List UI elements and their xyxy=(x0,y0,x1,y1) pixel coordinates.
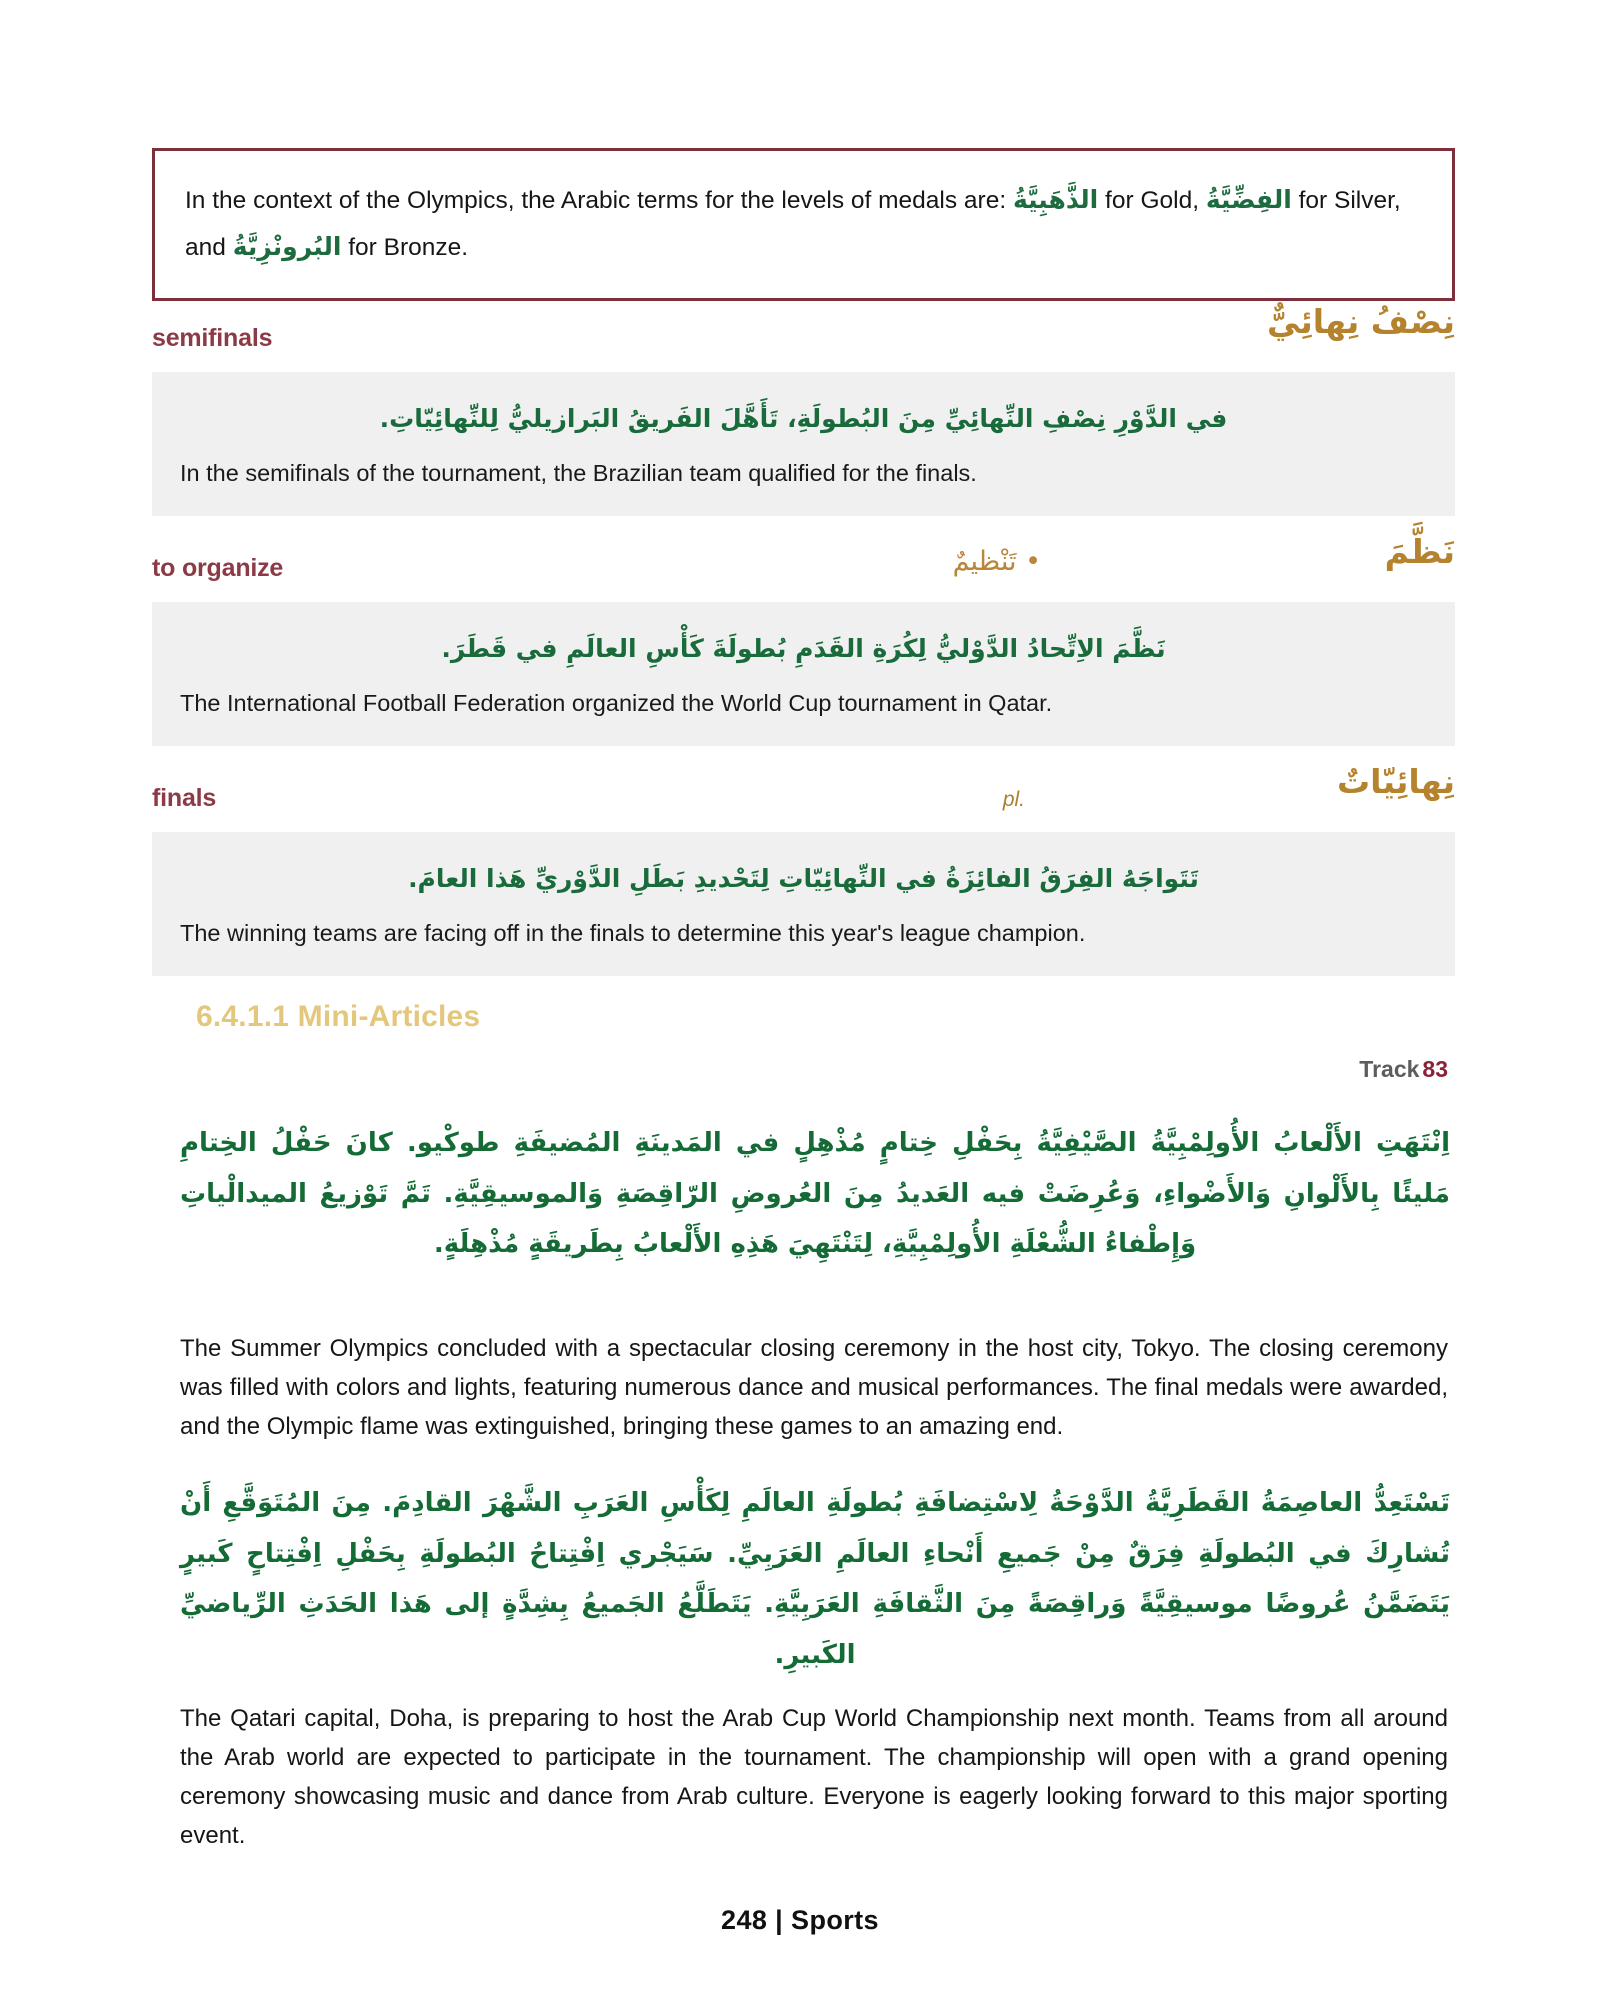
headword-finals: نِهائِيّاتٌ xyxy=(1337,762,1455,801)
vocab-header xyxy=(152,302,1455,372)
vocab-entry-semifinals xyxy=(152,302,1455,516)
medals-note-box xyxy=(152,148,1455,301)
note-text xyxy=(185,177,1422,270)
arabic-term-silver: الفِضِّيَّةُ xyxy=(1205,185,1292,214)
example-english-finals: The winning teams are facing off in the finals to determine this year's league champion. xyxy=(180,920,1086,947)
article-1-arabic: اِنْتَهَتِ الأَلْعابُ الأُولِمْبِيَّةُ الصَّيْفِيَّةُ بِحَفْلِ خِتامٍ مُذْهِلٍ في المَدينَةِ المُضيفَةِ طوكْيو. كانَ حَفْلُ الخِتامِ مَليئًا بِالأَلْوانِ وَالأَضْواءِ، وَعُرِضَتْ فيه العَديدُ مِنَ العُروضِ الرّاقِصَةِ وَالموسيقِيَّةِ. تَمَّ تَوْزيعُ الميدالْياتِ وَإِطْفاءُ الشُّعْلَةِ الأُولِمْبِيَّةِ، لِتَنْتَهِيَ هَذِهِ الأَلْعابُ بِطَريقَةٍ مُذْهِلَةٍ. xyxy=(180,1128,1450,1260)
example-english-to-organize: The International Football Federation organized the World Cup tournament in Qatar. xyxy=(180,690,1053,717)
note-part-3: for Silver, and xyxy=(185,187,1401,261)
vocab-header xyxy=(152,532,1455,602)
note-part-4: for Bronze. xyxy=(341,233,469,261)
article-2-arabic: تَسْتَعِدُّ العاصِمَةُ القَطَرِيَّةُ الدَّوْحَةُ لِاسْتِضافَةِ بُطولَةِ العالَمِ لِكَأْسِ العَرَبِ الشَّهْرَ القادِمَ. مِنَ المُتَوَقَّعِ أَنْ تُشارِكَ في البُطولَةِ فِرَقٌ مِنْ جَميعِ أَنْحاءِ العالَمِ العَرَبِيِّ. سَيَجْري اِفْتِتاحُ البُطولَةِ بِحَفْلِ اِفْتِتاحٍ كَبيرٍ يَتَضَمَّنُ عُروضًا موسيقِيَّةً وَراقِصَةً مِنَ الثَّقافَةِ العَرَبِيَّةِ. يَتَطَلَّعُ الجَميعُ بِشِدَّةٍ إلى هَذا الحَدَثِ الرِّياضيِّ الكَبيرِ. xyxy=(180,1488,1450,1671)
note-part-1: In the context of the Olympics, the Arabic terms for the levels of medals are: xyxy=(185,187,1013,214)
note-part-2: for Gold, xyxy=(1098,187,1206,214)
track-badge xyxy=(1359,1056,1448,1083)
example-box-semifinals xyxy=(152,372,1455,516)
headword-to-organize: نَظَّمَ xyxy=(1384,532,1455,571)
masdar-to-organize: • تَنْظيمٌ xyxy=(952,546,1041,577)
article-1-english: The Summer Olympics concluded with a spectacular closing ceremony in the host city, Tokyo. The closing ceremony was filled with colors and lights, featuring numerous dance and musical performances. The final medals were awarded, and the Olympic flame was extinguished, bringing these games to an amazing end. xyxy=(180,1335,1448,1440)
article-2-english: The Qatari capital, Doha, is preparing to host the Arab Cup World Championship next month. Teams from all around the Arab world are expected to participate in the tournament. The championship will open with a grand opening ceremony showcasing music and dance from Arab culture. Everyone is eagerly looking forward to this major sporting event. xyxy=(180,1705,1448,1849)
example-english-semifinals: In the semifinals of the tournament, the Brazilian team qualified for the finals. xyxy=(180,460,977,487)
arabic-term-gold: الذَّهَبِيَّةُ xyxy=(1012,185,1099,214)
page-footer: 248 | Sports xyxy=(721,1905,879,1935)
section-heading-mini-articles: 6.4.1.1 Mini-Articles xyxy=(196,1000,481,1033)
example-arabic-to-organize: نَظَّمَ الاِتِّحادُ الدَّوْليُّ لِكُرَةِ القَدَمِ بُطولَةَ كَأْسِ العالَمِ في قَطَرَ. xyxy=(441,634,1166,663)
vocab-entry-to-organize xyxy=(152,532,1455,746)
track-label: Track xyxy=(1359,1056,1420,1082)
example-box-finals xyxy=(152,832,1455,976)
plural-marker-finals: pl. xyxy=(1002,788,1025,811)
vocab-header xyxy=(152,762,1455,832)
track-number: 83 xyxy=(1422,1056,1448,1082)
vocab-entry-finals xyxy=(152,762,1455,976)
example-arabic-semifinals: في الدَّوْرِ نِصْفِ النِّهائِيِّ مِنَ البُطولَةِ، تَأَهَّلَ الفَريقُ البَرازيليُّ لِلنِّهائِيّاتِ. xyxy=(379,404,1228,433)
gloss-semifinals: semifinals xyxy=(152,324,273,352)
gloss-to-organize: to organize xyxy=(152,554,284,582)
arabic-term-bronze: البُرونْزِيَّةُ xyxy=(232,231,342,261)
headword-semifinals: نِصْفُ نِهائِيٌّ xyxy=(1266,302,1455,341)
example-box-to-organize xyxy=(152,602,1455,746)
example-arabic-finals: تَتَواجَهُ الفِرَقُ الفائِزَةُ في النِّهائِيّاتِ لِتَحْديدِ بَطَلِ الدَّوْريِّ هَذا العامَ. xyxy=(408,864,1199,893)
gloss-finals: finals xyxy=(152,784,217,812)
